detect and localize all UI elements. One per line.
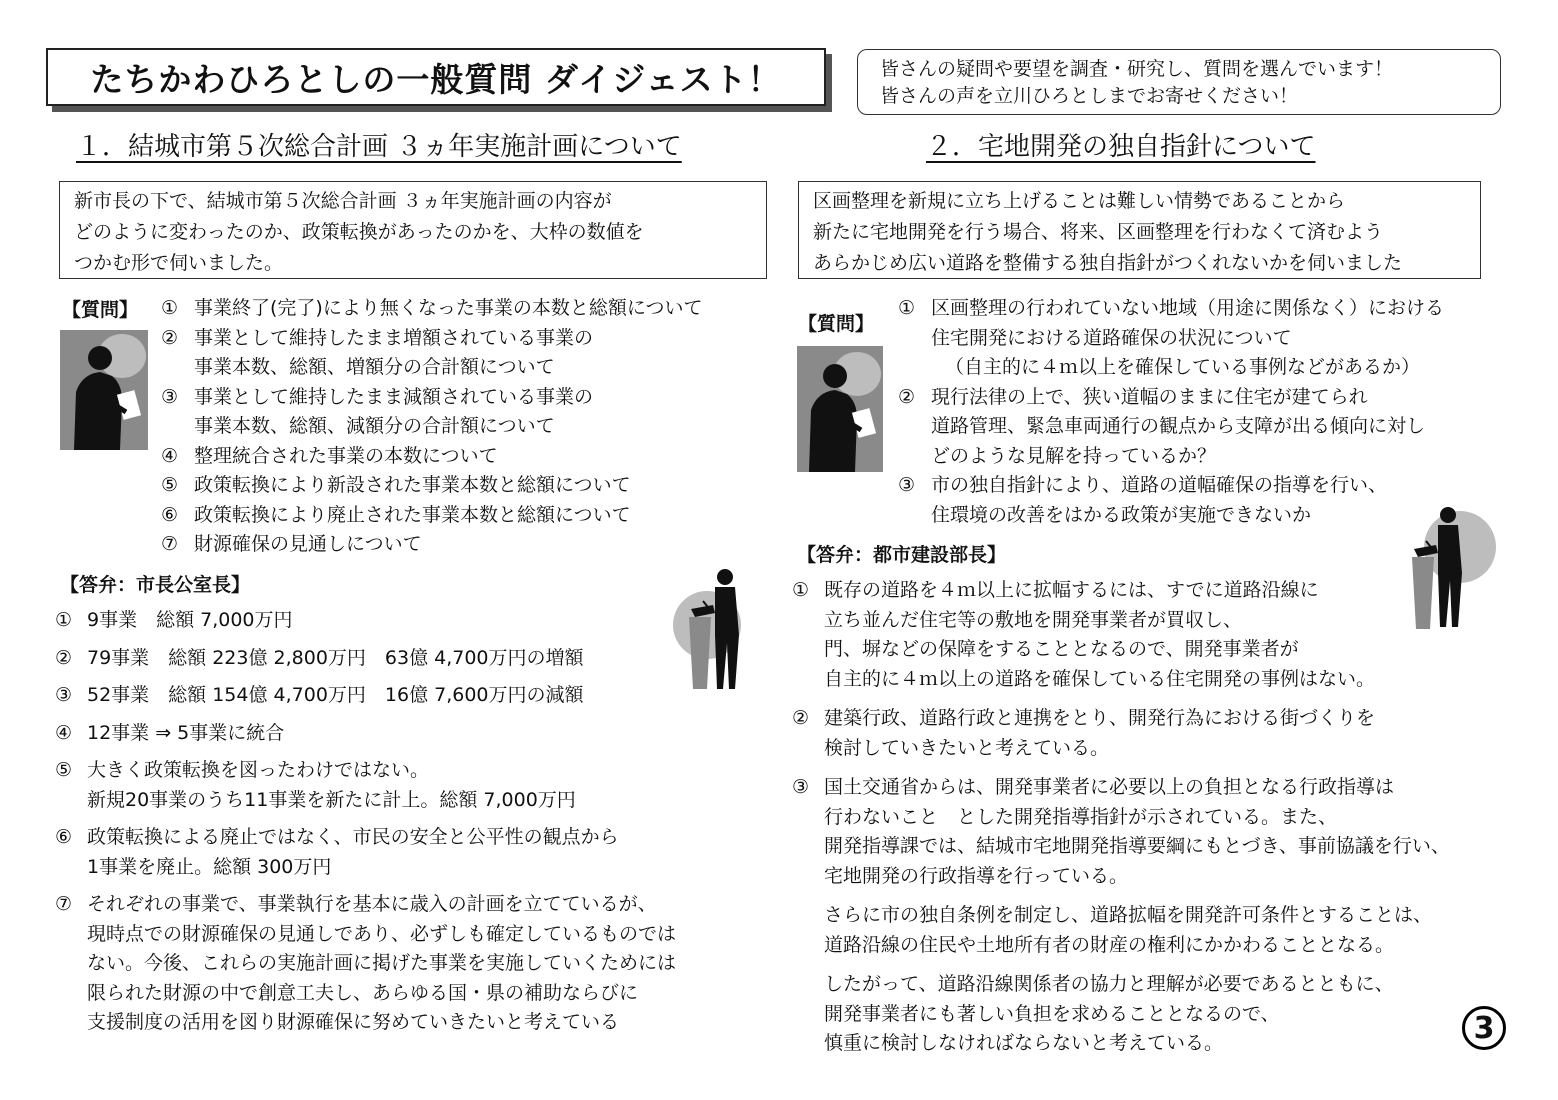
answer-paragraph: したがって、道路沿線関係者の協力と理解が必要であるとともに、 開発事業者にも著しい負担を求めることとなるので、 慎重に検討しなければならないと考えている。 (824, 973, 1394, 1054)
question-item: ⑦ 財源確保の見通しについて (161, 533, 422, 555)
intro-line: どのように変わったのか、政策転換があったのかを、大枠の数値を (74, 221, 644, 243)
person-reading-icon (797, 346, 883, 472)
section2-question-label: 【質問】 (798, 313, 875, 335)
answer-item: ① 既存の道路を４ｍ以上に拡幅するには、すでに道路沿線に 立ち並んだ住宅等の敷地を開発事業者が買収し、 門、塀などの保障をすることとなるので、開発事業者が 自主的に４ｍ以上の道路を確保している住宅開発の事例はない。 (792, 579, 1376, 690)
question-item: ④ 整理統合された事業の本数について (161, 444, 498, 467)
intro-line: 新市長の下で、結城市第５次総合計画 ３ヵ年実施計画の内容が (74, 190, 612, 212)
answer-item: ⑤ 大きく政策転換を図ったわけではない。 新規20事業のうち11事業を新たに計上。総額 7,000万円 (55, 759, 576, 811)
answer-item: ② 79事業 総額 223億 2,800万円 63億 4,700万円の増額 (55, 646, 584, 669)
answer-item: ⑦ それぞれの事業で、事業執行を基本に歳入の計画を立てているが、 現時点での財源確保の見通しであり、必ずしも確定しているものでは ない。今後、これらの実施計画に掲げた事業を実施していくためには 限られた財源の中で創意工夫し、あらゆる国・県の補助ならびに 支援制度の活用を図り財源確保に努めていきたいと考えている (55, 893, 677, 1033)
answer-item: ③ 国土交通省からは、開発事業者に必要以上の負担となる行政指導は 行わないこと とした開発指導指針が示されている。また、 開発指導課では、結城市宅地開発指導要綱にもとづき、事前協議を行い、 宅地開発の行政指導を行っている。 (792, 776, 1450, 887)
speaker-at-podium-icon (673, 565, 769, 691)
answer-item: ② 建築行政、道路行政と連携をとり、開発行為における街づくりを 検討していきたいと考えている。 (792, 707, 1376, 759)
section1-answer-label: 【答弁：市長公室長】 (60, 574, 251, 596)
question-item: ⑥ 政策転換により廃止された事業本数と総額について (161, 503, 631, 526)
answer-item: ⑥ 政策転換による廃止ではなく、市民の安全と公平性の観点から 1事業を廃止。総額 300万円 (55, 826, 619, 878)
intro-line: 新たに宅地開発を行う場合、将来、区画整理を行わなくて済むよう (813, 221, 1384, 243)
question-item: ② 事業として維持したまま増額されている事業の 事業本数、総額、増額分の合計額について (161, 326, 594, 378)
section1-answer-list (55, 606, 676, 1038)
section2-answer-list (792, 576, 1450, 1059)
notice-line: 皆さんの疑問や要望を調査・研究し、質問を選んでいます！ (880, 58, 1394, 80)
intro-line: 区画整理を新規に立ち上げることは難しい情勢であることから (813, 190, 1346, 212)
notice-line: 皆さんの声を立川ひろとしまでお寄せください！ (880, 85, 1299, 107)
section2-answer-label: 【答弁：都市建設部長】 (797, 544, 1007, 566)
notice-box (857, 49, 1501, 115)
question-item: ① 事業終了(完了)により無くなった事業の本数と総額について (161, 297, 703, 319)
answer-item: ③ 52事業 総額 154億 4,700万円 16億 7,600万円の減額 (55, 684, 584, 706)
question-item: ⑤ 政策転換により新設された事業本数と総額について (161, 474, 631, 496)
answer-paragraph: さらに市の独自条例を制定し、道路拡幅を開発許可条件とすることは、 道路沿線の住民や土地所有者の財産の権利にかかわることとなる。 (824, 904, 1433, 956)
section1-intro (59, 181, 767, 279)
section2-title: ２．宅地開発の独自指針について (926, 132, 1316, 162)
question-item: ③ 事業として維持したまま減額されている事業の 事業本数、総額、減額分の合計額について (161, 385, 594, 437)
page-number: 3 (1462, 1006, 1506, 1050)
answer-item: ④ 12事業 ⇒ 5事業に統合 (55, 721, 285, 744)
intro-line: あらかじめ広い道路を整備する独自指針がつくれないかを伺いました (813, 252, 1403, 274)
person-reading-icon (60, 330, 148, 450)
main-title: たちかわひろとしの一般質問 ダイジェスト！ (46, 48, 826, 106)
section2-question-list (898, 294, 1508, 530)
question-item: ① 区画整理の行われていない地域（用途に関係なく）における 住宅開発における道路確保の状況について （自主的に４ｍ以上を確保している事例などがあるか） (898, 297, 1445, 378)
question-item: ③ 市の独自指針により、道路の道幅確保の指導を行い、 住環境の改善をはかる政策が実施できないか (898, 474, 1388, 526)
question-item: ② 現行法律の上で、狭い道幅のままに住宅が建てられ 道路管理、緊急車両通行の観点から支障が出る傾向に対し どのような見解を持っているか？ (898, 385, 1426, 467)
intro-line: つかむ形で伺いました。 (74, 252, 284, 274)
section1-question-list (161, 294, 771, 560)
section2-intro (798, 181, 1481, 279)
section1-title: １．結城市第５次総合計画 ３ヵ年実施計画について (76, 132, 682, 162)
answer-item: ① 9事業 総額 7,000万円 (55, 609, 293, 631)
section1-question-label: 【質問】 (62, 299, 139, 321)
